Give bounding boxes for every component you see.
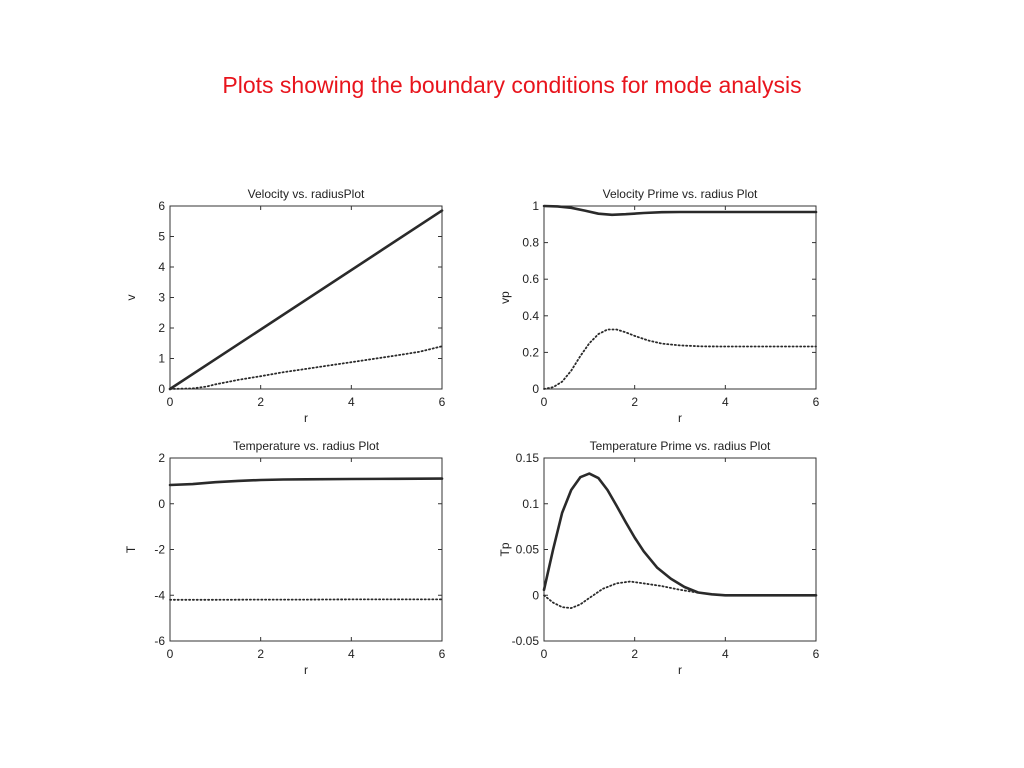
chart-1-ytick-label: 0: [158, 382, 165, 396]
chart-1-xlabel: r: [304, 411, 308, 425]
chart-3-xtick-label: 0: [166, 647, 174, 661]
chart-4-xlabel: r: [678, 663, 682, 677]
chart-4-series-solid-line: [544, 474, 816, 596]
chart-4-ytick-label: 0.15: [515, 451, 539, 465]
chart-3-xtick-label: 4: [347, 647, 355, 661]
chart-1-ytick-label: 6: [158, 199, 165, 213]
chart-2-ytick-label: 0.2: [522, 345, 539, 360]
chart-2-ylabel: vp: [498, 291, 512, 304]
chart-2-xlabel: r: [678, 411, 682, 425]
chart-1-ytick-label: 3: [158, 290, 165, 305]
chart-1-series-solid-line: [170, 211, 442, 389]
chart-1-ytick-label: 4: [158, 260, 165, 274]
chart-2-ytick-label: 0: [532, 382, 539, 396]
chart-1-xtick-label: 6: [438, 395, 446, 409]
chart-2-title: Velocity Prime vs. radius Plot: [602, 187, 758, 201]
chart-4-frame: [544, 458, 816, 641]
chart-1-ytick-label: 5: [158, 229, 165, 244]
chart-1-xtick-label: 0: [166, 395, 174, 409]
chart-1-ylabel: v: [124, 294, 138, 301]
chart-4-xtick-label: 4: [721, 647, 729, 661]
chart-1-ytick-label: 2: [158, 321, 165, 335]
chart-1-ytick-label: 1: [158, 351, 165, 366]
chart-2-xtick-label: 6: [812, 395, 820, 409]
chart-2-xtick-label: 4: [721, 395, 729, 409]
chart-3-xtick-label: 2: [257, 647, 265, 661]
chart-3-ytick-label: 2: [158, 451, 165, 465]
chart-2-series-solid-line: [544, 206, 816, 215]
chart-2-ytick-label: 0.6: [522, 272, 539, 287]
chart-2-frame: [544, 206, 816, 389]
chart-2-xtick-label: 0: [540, 395, 548, 409]
chart-4-title: Temperature Prime vs. radius Plot: [589, 439, 771, 453]
chart-1-xtick-label: 2: [257, 395, 265, 409]
chart-2-ytick-label: 0.4: [522, 308, 539, 323]
chart-3-title: Temperature vs. radius Plot: [232, 439, 380, 453]
chart-3-series-solid-line: [170, 479, 442, 485]
chart-4-ytick-label: 0.1: [522, 496, 539, 511]
chart-4-xtick-label: 0: [540, 647, 548, 661]
chart-1-series-dotted-line: [170, 346, 442, 389]
chart-3-ytick-label: -6: [154, 634, 165, 648]
chart-2-xtick-label: 2: [631, 395, 639, 409]
slide-title: Plots showing the boundary conditions for mode analysis: [222, 72, 802, 98]
chart-4-ylabel: Tp: [498, 542, 512, 557]
chart-3-ytick-label: -2: [154, 542, 165, 557]
chart-3-frame: [170, 458, 442, 641]
chart-3-xlabel: r: [304, 663, 308, 677]
chart-4-ytick-label: 0.05: [515, 542, 539, 557]
chart-2-series-dotted-line: [544, 330, 816, 390]
chart-3-xtick-label: 6: [438, 647, 446, 661]
chart-1-xtick-label: 4: [347, 395, 355, 409]
chart-4-ytick-label: -0.05: [511, 634, 539, 648]
chart-2-ytick-label: 0.8: [522, 235, 539, 250]
chart-2-ytick-label: 1: [532, 199, 539, 213]
chart-3-ytick-label: 0: [158, 496, 165, 511]
chart-3-ylabel: T: [124, 545, 138, 554]
chart-3-ytick-label: -4: [154, 588, 165, 603]
chart-4-ytick-label: 0: [532, 588, 539, 603]
chart-4-xtick-label: 6: [812, 647, 820, 661]
chart-4-xtick-label: 2: [631, 647, 639, 661]
chart-1-title: Velocity vs. radiusPlot: [247, 187, 365, 201]
